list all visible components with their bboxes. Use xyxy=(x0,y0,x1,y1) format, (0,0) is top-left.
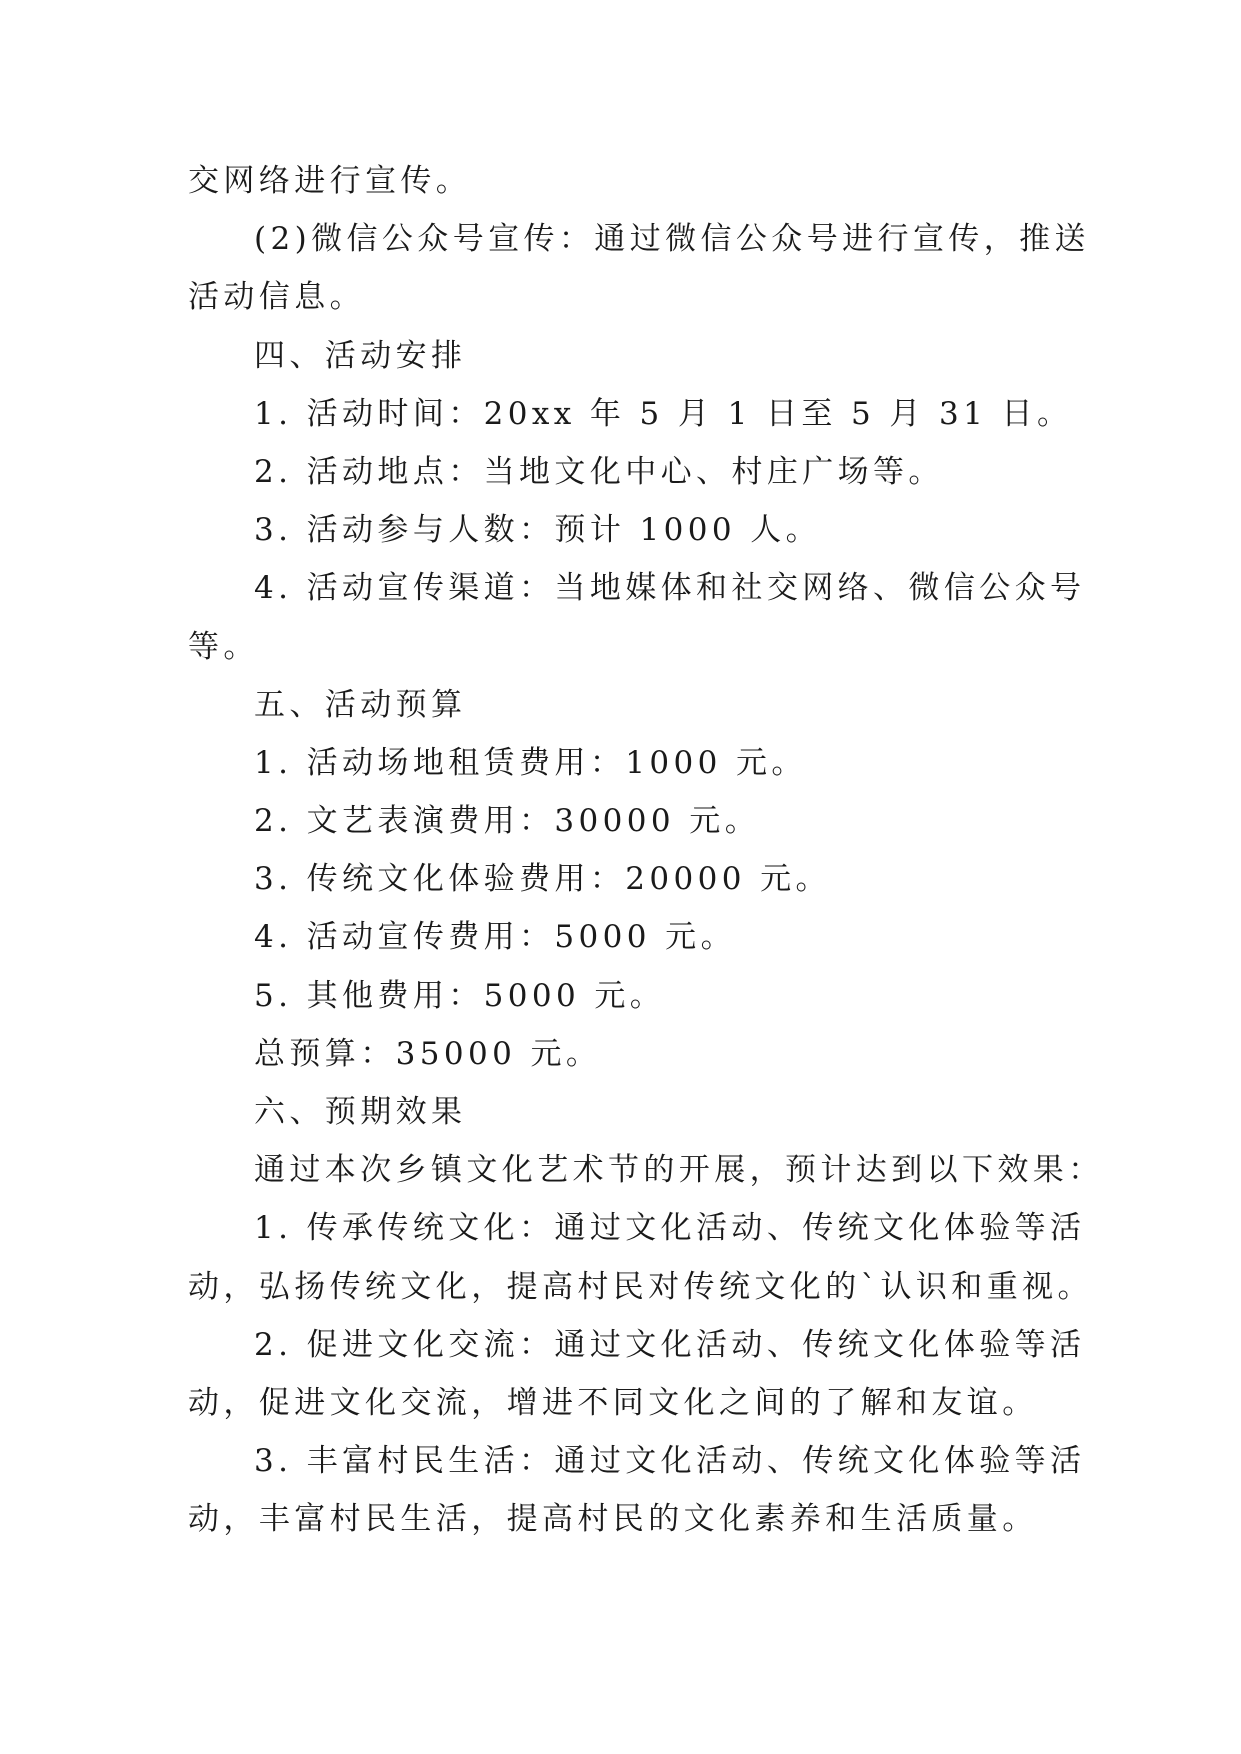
list-item: 2. 活动地点：当地文化中心、村庄广场等。 xyxy=(254,453,944,490)
paragraph-line: 通过本次乡镇文化艺术节的开展，预计达到以下效果： xyxy=(254,1152,1104,1189)
list-item: 1. 活动场地租赁费用：1000 元。 xyxy=(254,744,807,781)
list-item: 4. 活动宣传渠道：当地媒体和社交网络、微信公众号 xyxy=(254,570,1086,607)
document-page xyxy=(188,152,1104,1549)
budget-total: 总预算：35000 元。 xyxy=(254,1035,602,1072)
list-item: 5. 其他费用：5000 元。 xyxy=(254,977,666,1014)
list-item: 3. 活动参与人数：预计 1000 人。 xyxy=(254,512,822,549)
text-line: (2)微信公众号宣传：通过微信公众号进行宣传，推送 xyxy=(254,221,1090,258)
text-line: 等。 xyxy=(188,628,259,665)
text-line: 动，促进文化交流，增进不同文化之间的了解和友谊。 xyxy=(188,1384,1038,1421)
section-heading: 四、活动安排 xyxy=(254,337,467,374)
list-item: 1. 活动时间：20xx 年 5 月 1 日至 5 月 31 日。 xyxy=(254,395,1073,432)
list-item: 1. 传承传统文化：通过文化活动、传统文化体验等活 xyxy=(254,1210,1086,1247)
text-line: 交网络进行宣传。 xyxy=(188,163,472,199)
list-item: 4. 活动宣传费用：5000 元。 xyxy=(254,919,736,956)
section-heading: 六、预期效果 xyxy=(254,1094,467,1130)
section-heading: 五、活动预算 xyxy=(254,686,467,723)
list-item: 2. 促进文化交流：通过文化活动、传统文化体验等活 xyxy=(254,1326,1086,1363)
list-item: 3. 传统文化体验费用：20000 元。 xyxy=(254,861,831,898)
text-line: 活动信息。 xyxy=(188,279,365,316)
list-item: 2. 文艺表演费用：30000 元。 xyxy=(254,803,761,840)
text-line: 动，丰富村民生活，提高村民的文化素养和生活质量。 xyxy=(188,1501,1038,1538)
text-line: 动，弘扬传统文化，提高村民对传统文化的`认识和重视。 xyxy=(188,1268,1093,1305)
list-item: 3. 丰富村民生活：通过文化活动、传统文化体验等活 xyxy=(254,1443,1086,1480)
